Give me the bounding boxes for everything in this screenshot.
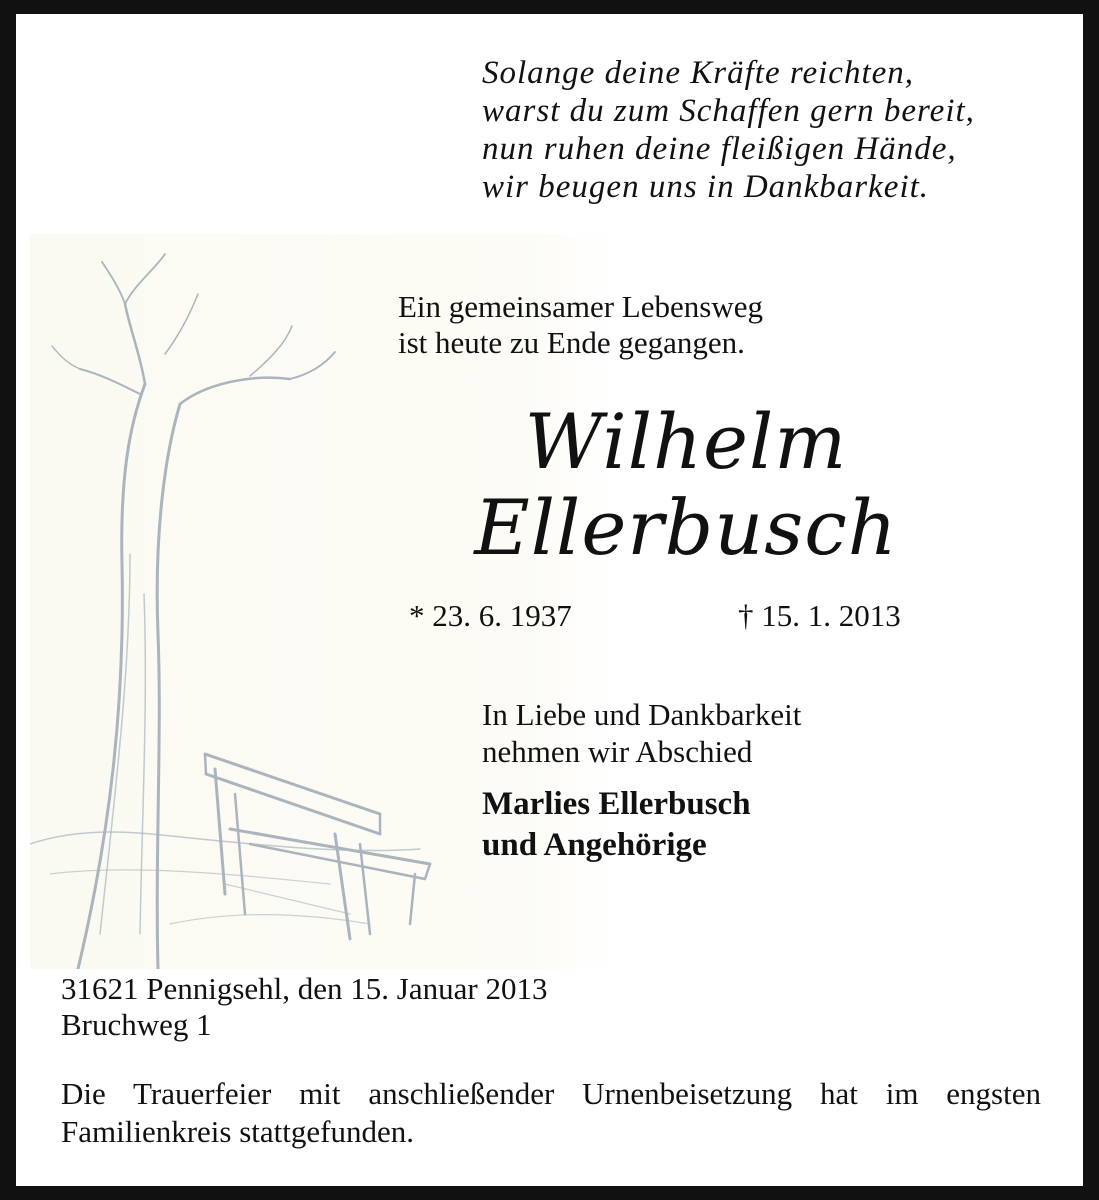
poem-line: warst du zum Schaffen gern bereit, <box>482 93 975 129</box>
deceased-first-name: Wilhelm <box>524 397 848 486</box>
farewell-text <box>482 696 801 770</box>
farewell-line: In Liebe und Dankbarkeit <box>482 697 802 732</box>
address-block <box>61 971 547 1043</box>
mourners <box>482 784 751 866</box>
deceased-name <box>406 399 966 571</box>
intro-line: Ein gemeinsamer Lebensweg <box>398 289 763 324</box>
death-date: † 15. 1. 2013 <box>738 598 901 633</box>
street-address: Bruchweg 1 <box>61 1007 212 1042</box>
deceased-last-name: Ellerbusch <box>474 483 898 572</box>
mourner-line: und Angehörige <box>482 827 707 863</box>
mourner-line: Marlies Ellerbusch <box>482 786 751 822</box>
intro-text <box>398 289 763 361</box>
poem-line: nun ruhen deine fleißigen Hände, <box>482 131 957 167</box>
funeral-notice: Die Trauerfeier mit anschließender Urnenbeisetzung hat im engsten Familienkreis stattgefunden. <box>61 1076 1041 1149</box>
farewell-line: nehmen wir Abschied <box>482 734 753 769</box>
place-and-date: 31621 Pennigsehl, den 15. Januar 2013 <box>61 971 548 1006</box>
memorial-poem <box>482 54 975 206</box>
poem-line: wir beugen uns in Dankbarkeit. <box>482 169 930 205</box>
birth-date: * 23. 6. 1937 <box>409 598 572 633</box>
intro-line: ist heute zu Ende gegangen. <box>398 325 745 360</box>
poem-line: Solange deine Kräfte reichten, <box>482 55 915 91</box>
